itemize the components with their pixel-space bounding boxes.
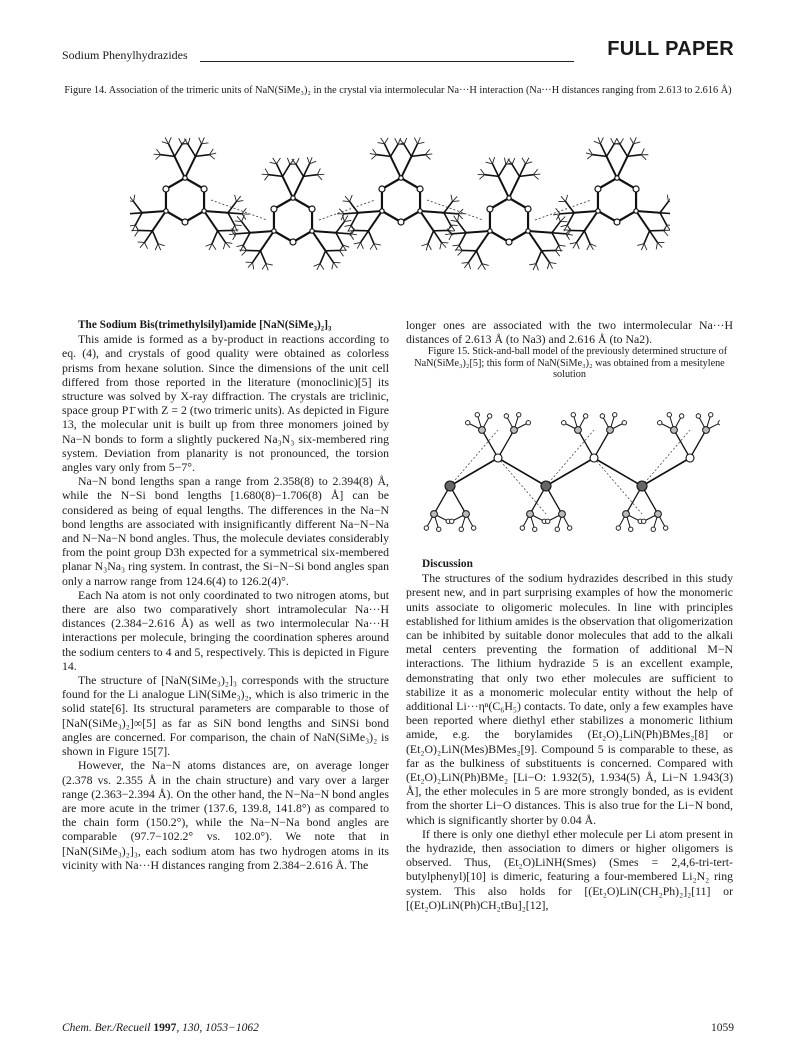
figure-14-crystal-chain xyxy=(130,125,670,295)
paragraph: longer ones are associated with the two intermolecular Na···H distances of 2.613 Å (to Na3) and 2.616 Å (to Na2). xyxy=(406,318,733,347)
running-title: Sodium Phenylhydrazides xyxy=(62,48,188,62)
paragraph: This amide is formed as a by-product in reactions according to eq. (4), and crystals of good quality were obtained as colorless prisms from hexane solution. Since the dimensions of the unit cell differed from those reported in the literature (monoclinic)[5] its structure was solved by X-ray diffraction. The crystals are triclinic, space group P1̄ with Z = 2 (two trimeric units). As depicted in Figure 13, the molecular unit is built up from three monomers joined by Na−N bonds to form a slightly puckered Na₃N₃ six-membered ring system. Deviation from planarity is not pronounced, the torsion angles vary only from 5−7°. xyxy=(62,332,389,475)
head-rule xyxy=(200,61,574,62)
page-number: 1059 xyxy=(711,1022,734,1034)
paragraph: Each Na atom is not only coordinated to two nitrogen atoms, but there are also two comparatively short intramolecular Na···H distances (2.384−2.616 Å) as well as two intermolecular Na···H interactions per molecule, bringing the coordination spheres around the sodium centers to 4 and 5, respectively. This is depicted in Figure 14. xyxy=(62,587,389,673)
section-label: FULL PAPER xyxy=(607,38,734,60)
left-column xyxy=(62,318,389,872)
volume-pages: , 130, 1053−1062 xyxy=(176,1022,259,1034)
journal-year: 1997 xyxy=(153,1022,177,1034)
right-column xyxy=(406,318,733,912)
paragraph: The structure of [NaN(SiMe₃)₂]₃ corresponds with the structure found for the Li analogue LiN(SiMe₃)₂, which is also trimeric in the solid state[6]. Its structural parameters are comparable to those of [NaN(SiMe₃)₂]∞[5] as far as SiN bond lengths and SiNSi bond angles are concerned. For comparison, the chain of NaN(SiMe₃)₂ is shown in Figure 15[7]. xyxy=(62,673,389,759)
section-heading-nan-sime3: The Sodium Bis(trimethylsilyl)amide [NaN(SiMe₃)₂]₃ xyxy=(78,319,332,331)
discussion-heading: Discussion xyxy=(422,557,473,570)
figure-15-caption: Figure 15. Stick-and-ball model of the previously determined structure of NaN(SiMe₃)₂[5]; this form of NaN(SiMe₃)₂ was obtained from a mesitylene solution xyxy=(414,346,728,381)
paragraph: If there is only one diethyl ether molecule per Li atom present in the hydrazide, then association to dimers or higher oligomers is observed. Thus, (Et₂O)LiNH(Smes) (Smes = 2,4,6-tri-tert-butylphenyl)[10] is dimeric, featuring a four-membered Li₂N₂ ring system. This also holds for [(Et₂O)LiN(CH₂Ph)₂]₂[11] or [(Et₂O)LiN(Ph)CH₂tBu]₂[12], xyxy=(406,826,733,912)
figure-15-ball-and-stick xyxy=(420,387,720,557)
figure-14-caption: Figure 14. Association of the trimeric units of NaN(SiMe₃)₂ in the crystal via intermolecular Na···H interaction (Na···H distances ranging from 2.613 to 2.616 Å) xyxy=(64,85,732,96)
paragraph: The structures of the sodium hydrazides described in this study present new, and in part surprising examples of how the monomeric units associate to oligomeric molecules. In line with principles established for lithium amides is the observation that oligomerization can be inhibited by suitable donor molecules that add to the alkali metal centers preventing the formation of additional M−N interactions. The lithium hydrazide 5 is an excellent example, demonstrating that only two ether molecules are sufficient to stabilize it as a monomeric molecular entity without the help of additional Li···ηⁿ(C₆H₅) contacts. To date, only a few examples have been reported where diethyl ether stabilizes a monomeric lithium amide, e.g. the borylamides (Et₂O)₂LiN(Ph)BMes₂[8] or (Et₂O)₂LiN(Mes)BMes₂[9]. Compound 5 is comparable to these, as far as the bulkiness of substituents is concerned. Compared with (Et₂O)₂LiN(Ph)BMe₂ [Li−O: 1.932(5), 1.934(5) Å, Li−N 1.943(3) Å], the ether molecules in 5 are more strongly bonded, as is evident from the shorter Li−O distances. This is also true for the Li−N bond, which is significantly shorter by 0.04 Å. xyxy=(406,571,733,827)
footer-citation xyxy=(62,1022,259,1034)
paragraph: However, the Na−N atoms distances are, on average longer (2.378 vs. 2.355 Å in the chain structure) and vary over a larger range (2.363−2.394 Å). On the other hand, the N−Na−N bond angles are more acute in the trimer (137.6, 139.8, 141.8°) as compared to the chain form (150.2°), while the Na−N−Na bond angles are comparable (97.7−102.2° vs. 102.0°). We note that in [NaN(SiMe₃)₂]₃, each sodium atom has two hydrogen atoms in its vicinity with Na···H distances ranging from 2.384−2.616 Å. The xyxy=(62,758,389,872)
journal-name: Chem. Ber./Recueil xyxy=(62,1022,151,1034)
paragraph: Na−N bond lengths span a range from 2.358(8) to 2.394(8) Å, while the N−Si bond lengths [1.680(8)−1.706(8) Å] can be considered as being of equal lengths. The differences in the Na−N bond lengths are associated with insignificantly different Na−N−Na and N−Na−N bond angles. Thus, the molecule deviates considerably from the point group D3h expected for a symmetrical six-membered planar N₃Na₃ ring system. In contrast, the Si−N−Si bond angles span only a narrow range from 124.6(4) to 126.2(4)°. xyxy=(62,474,389,588)
